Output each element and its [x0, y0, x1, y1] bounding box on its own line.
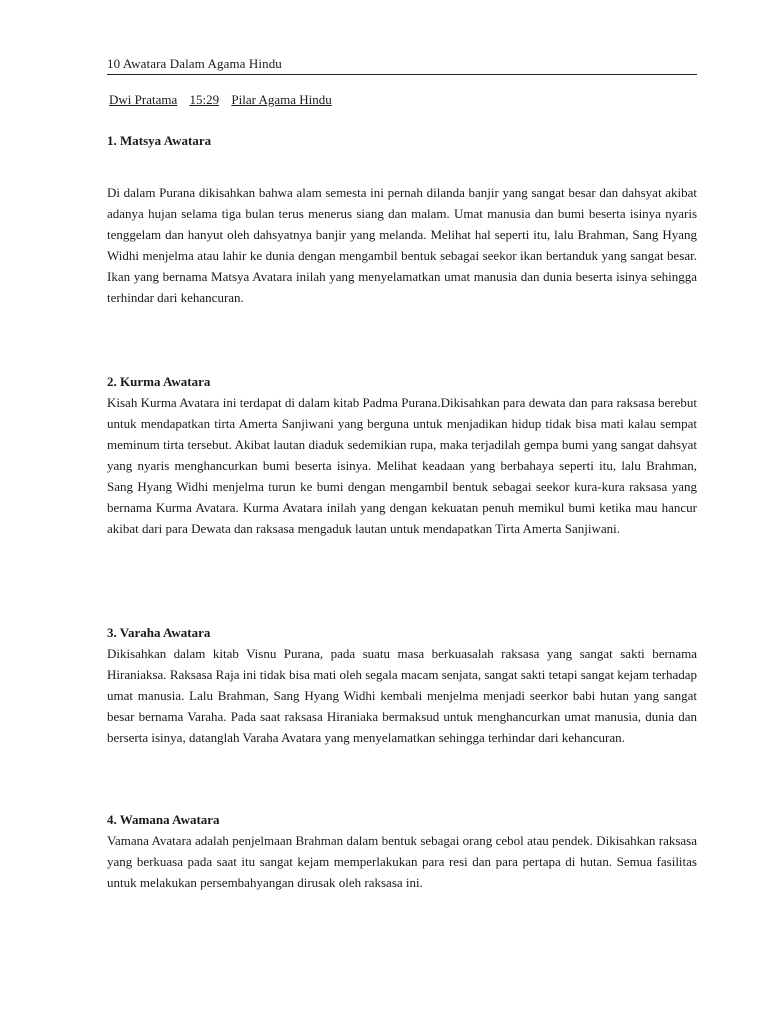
section-body-kurma: Kisah Kurma Avatara ini terdapat di dalam kitab Padma Purana.Dikisahkan para dewata dan para raksasa berebut untuk mendapatkan tirta Amerta Sanjiwani yang berguna untuk menjadikan hidup tidak bisa mati kalau sempat meminum tirta tersebut. Akibat lautan diaduk sedemikian rupa, maka terjadilah gempa bumi yang sangat dahsyat yang nyaris menghancurkan bumi beserta isinya. Melihat keadaan yang berbahaya seperti itu, lalu Brahman, Sang Hyang Widhi menjelma turun ke bumi dengan mengambil bentuk sebagai seekor kura-kura raksasa yang bernama Kurma Avatara. Kurma Avatara inilah yang dengan kekuatan penuh memikul bumi ketika mau hancur akibat dari para Dewata dan raksasa mengaduk lautan untuk mendapatkan Tirta Amerta Sanjiwani.: [107, 395, 697, 536]
section-body-matsya: Di dalam Purana dikisahkan bahwa alam semesta ini pernah dilanda banjir yang sangat besar dan dahsyat akibat adanya hujan selama tiga bulan terus menerus siang dan malam. Umat manusia dan bumi beserta isinya nyaris tenggelam dan hanyut oleh dahsyatnya banjir yang melanda. Melihat hal seperti itu, lalu Brahman, Sang Hyang Widhi menjelma atau lahir ke dunia dengan mengambil bentuk sebagai seekor ikan bertanduk yang sangat besar. Ikan yang bernama Matsya Avatara inilah yang menyelamatkan umat manusia dan dunia beserta isinya sehingga terhindar dari kehancuran.: [107, 185, 697, 305]
document-title: 10 Awatara Dalam Agama Hindu: [107, 56, 282, 71]
timestamp-link[interactable]: 15:29: [189, 92, 220, 107]
author-link[interactable]: Dwi Pratama: [109, 92, 178, 107]
section-heading-kurma: 2. Kurma Awatara: [107, 374, 211, 389]
section-body-varaha: Dikisahkan dalam kitab Visnu Purana, pada suatu masa berkuasalah raksasa yang sangat sakti bernama Hiraniaksa. Raksasa Raja ini tidak bisa mati oleh segala macam senjata, sangat sakti tetapi sangat kejam terhadap umat manusia. Lalu Brahman, Sang Hyang Widhi kembali menjelma menjadi seerkor babi hutan yang sangat besar bernama Varaha. Pada saat raksasa Hiraniaka bermaksud untuk menghancurkan umat manusia, dunia dan berserta isinya, datanglah Varaha Avatara yang menyelamatkan sehingga terhindar dari kehancuran.: [107, 646, 697, 745]
header-divider: [107, 74, 697, 75]
post-meta: [109, 92, 341, 108]
section-heading-matsya: 1. Matsya Awatara: [107, 133, 212, 148]
section-body-wamana: Vamana Avatara adalah penjelmaan Brahman dalam bentuk sebagai orang cebol atau pendek. Dikisahkan raksasa yang berkuasa pada saat itu sangat kejam memperlakukan para resi dan para pertapa di hutan. Semua fasilitas untuk melakukan persembahyangan dirusak oleh raksasa ini.: [107, 833, 697, 890]
category-link[interactable]: Pilar Agama Hindu: [231, 92, 332, 107]
section-heading-wamana: 4. Wamana Awatara: [107, 812, 220, 827]
section-heading-varaha: 3. Varaha Awatara: [107, 625, 211, 640]
